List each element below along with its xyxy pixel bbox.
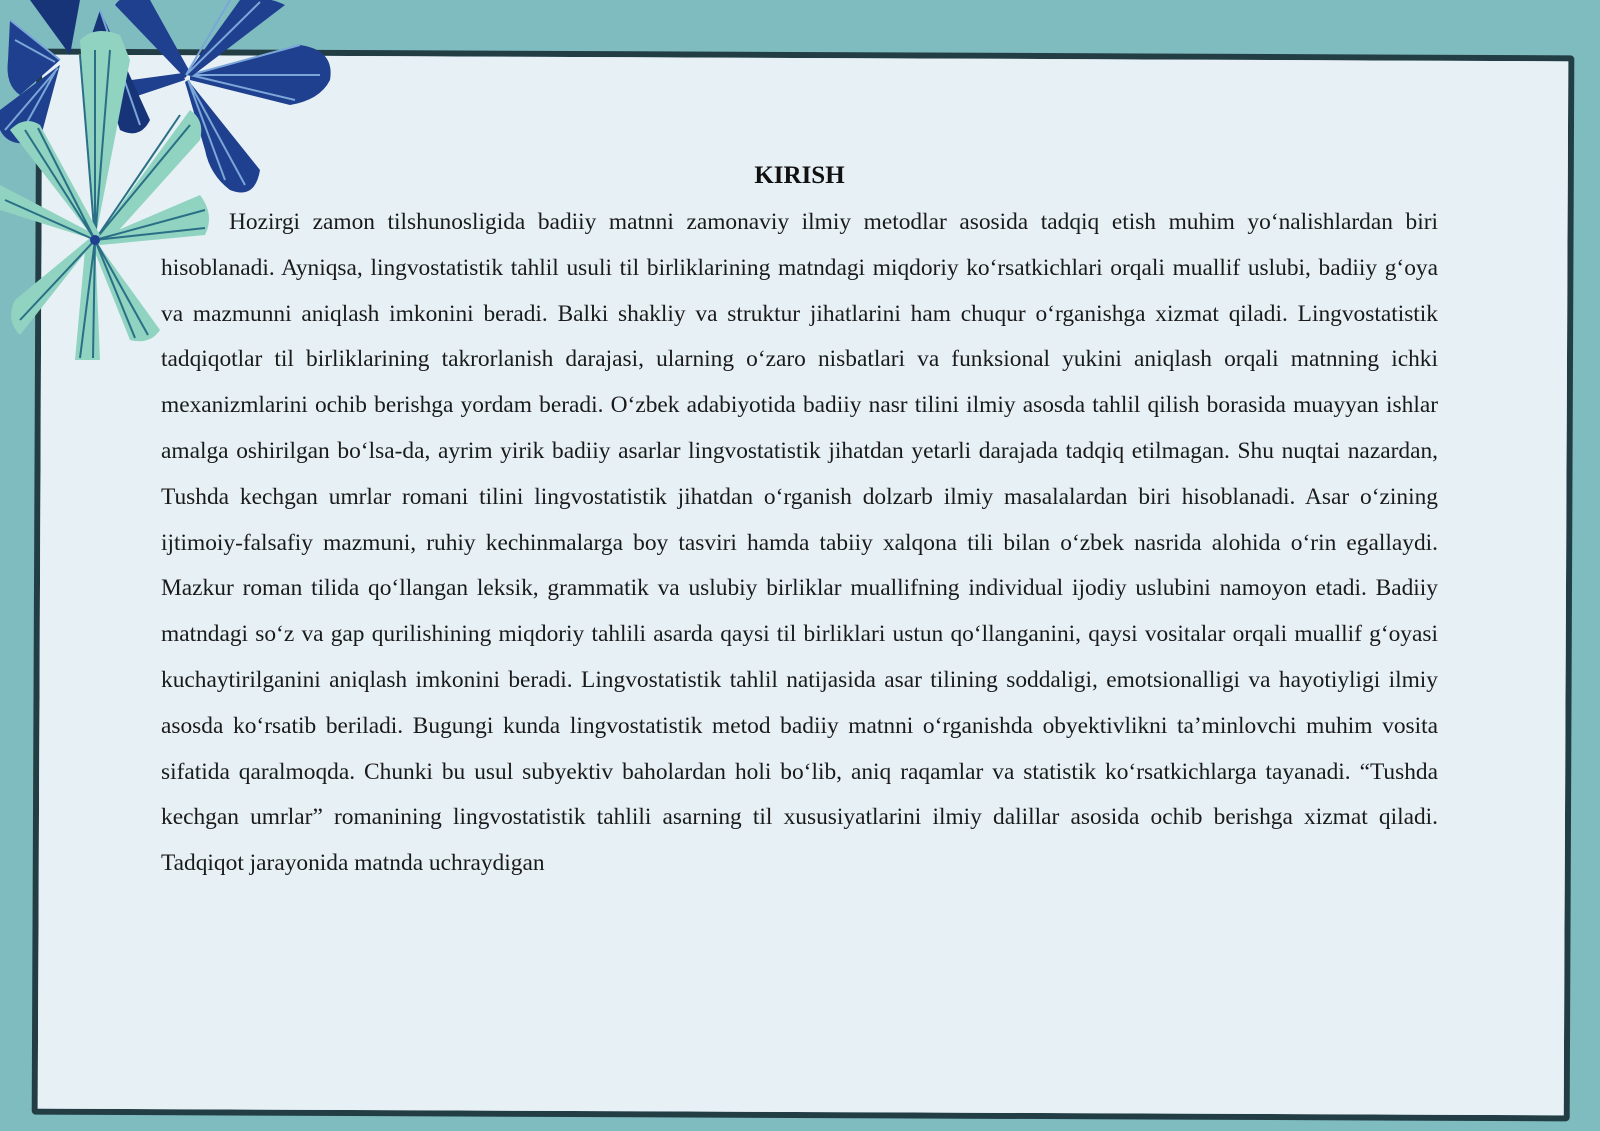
body-paragraph: Hozirgi zamon tilshunosligida badiiy matnni zamonaviy ilmiy metodlar asosida tadqiq etish muhim yo‘nalishlardan biri hisoblanadi. Ayniqsa, lingvostatistik tahlil usuli til birliklarining matndagi miqdoriy ko‘rsatkichlari orqali muallif uslubi, badiiy g‘oya va mazmunni aniqlash imkonini beradi. Balki shakliy va struktur jihatlarini ham chuqur o‘rganishga xizmat qiladi. Lingvostatistik tadqiqotlar til birliklarining takrorlanish darajasi, ularning o‘zaro nisbatlari va funksional yukini aniqlash orqali matnning ichki mexanizmlarini ochib berishga yordam beradi. O‘zbek adabiyotida badiiy nasr tilini ilmiy asosda tahlil qilish borasida muayyan ishlar amalga oshirilgan bo‘lsa-da, ayrim yirik badiiy asarlar lingvostatistik jihatdan yetarli darajada tadqiq etilmagan. Shu nuqtai nazardan, Tushda kechgan umrlar romani tilini lingvostatistik jihatdan o‘rganish dolzarb ilmiy masalalardan biri hisoblanadi. Asar o‘zining ijtimoiy-falsafiy mazmuni, ruhiy kechinmalarga boy tasviri hamda tabiiy xalqona tili bilan o‘zbek nasrida alohida o‘rin egallaydi. Mazkur roman tilida qo‘llangan leksik, grammatik va uslubiy birliklar muallifning individual ijodiy uslubini namoyon etadi. Badiiy matndagi so‘z va gap qurilishining miqdoriy tahlili asarda qaysi til birliklari ustun qo‘llanganini, qaysi vositalar orqali muallif g‘oyasi kuchaytirilganini aniqlash imkonini beradi. Lingvostatistik tahlil natijasida asar tilining soddaligi, emotsionalligi va hayotiyligi ilmiy asosda ko‘rsatib beriladi. Bugungi kunda lingvostatistik metod badiiy matnni o‘rganishda obyektivlikni ta’minlovchi muhim vosita sifatida qaralmoqda. Chunki bu usul subyektiv baholardan holi bo‘lib, aniq raqamlar va statistik ko‘rsatkichlarga tayanadi. “Tushda kechgan umrlar” romanining lingvostatistik tahlili asarning til xususiyatlarini ilmiy dalillar asosida ochib berishga xizmat qiladi. Tadqiqot jarayonida matnda uchraydigan: [161, 209, 1438, 877]
page-title: KIRISH: [754, 162, 845, 189]
small-flower-icon: [0, 0, 80, 143]
document-body: [161, 152, 1438, 887]
